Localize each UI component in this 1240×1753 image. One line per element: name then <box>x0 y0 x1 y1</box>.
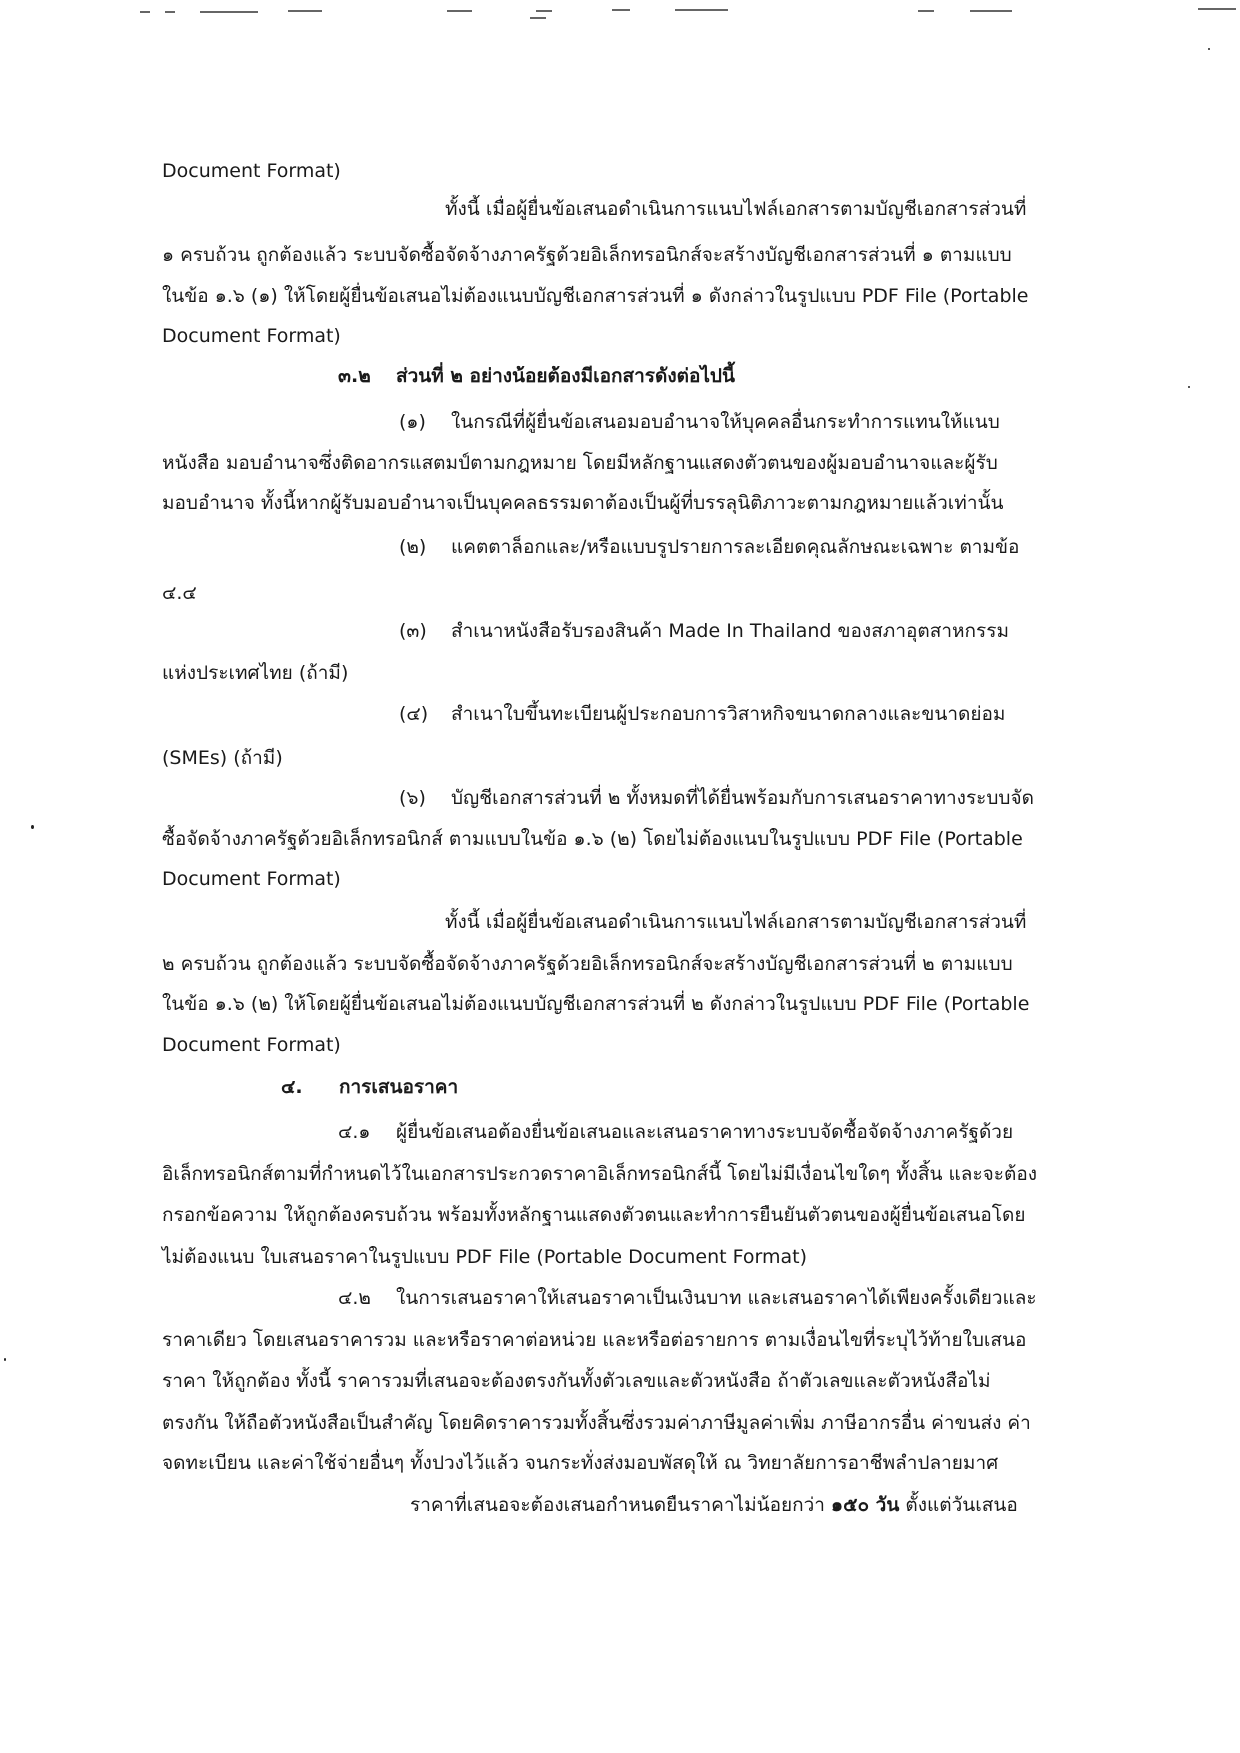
section-heading <box>281 1074 458 1100</box>
text-line: Document Format) <box>162 868 341 890</box>
subsection-number: ๔.๒ <box>338 1287 371 1309</box>
scan-speck <box>4 1358 6 1361</box>
list-item <box>399 701 1005 727</box>
paragraph-first-line: ทั้งนี้ เมื่อผู้ยื่นข้อเสนอดำเนินการแนบไฟล์เอกสารตามบัญชีเอกสารส่วนที่ <box>445 911 1027 933</box>
list-item <box>399 409 1000 435</box>
list-number: (๑) <box>399 411 426 433</box>
list-item <box>399 618 1009 644</box>
scan-speck <box>1188 386 1190 388</box>
section-number: ๓.๒ <box>338 365 371 387</box>
text-line: ในข้อ ๑.๖ (๑) ให้โดยผู้ยื่นข้อเสนอไม่ต้องแนบบัญชีเอกสารส่วนที่ ๑ ดังกล่าวในรูปแบบ PDF File (Portable <box>162 285 1029 307</box>
section-number: ๔. <box>281 1076 303 1098</box>
scan-speck <box>1208 48 1210 50</box>
list-item-text: แคตตาล็อกและ/หรือแบบรูปรายการละเอียดคุณลักษณะเฉพาะ ตามข้อ <box>451 536 1020 558</box>
list-number: (๒) <box>399 536 427 558</box>
list-item-text: ในกรณีที่ผู้ยื่นข้อเสนอมอบอำนาจให้บุคคลอื่นกระทำการแทนให้แนบ <box>451 411 1000 433</box>
list-item-text: สำเนาหนังสือรับรองสินค้า Made In Thailand ของสภาอุตสาหกรรม <box>451 620 1009 642</box>
text-line: แห่งประเทศไทย (ถ้ามี) <box>162 662 349 684</box>
text-line: Document Format) <box>162 1034 341 1056</box>
subsection-item <box>338 1285 1037 1311</box>
text-line: ๑ ครบถ้วน ถูกต้องแล้ว ระบบจัดซื้อจัดจ้างภาครัฐด้วยอิเล็กทรอนิกส์จะสร้างบัญชีเอกสารส่วนที่ ๑ ตามแบบ <box>162 244 1012 266</box>
list-item-text: บัญชีเอกสารส่วนที่ ๒ ทั้งหมดที่ได้ยื่นพร้อมกับการเสนอราคาทางระบบจัด <box>451 787 1034 809</box>
text-line: ราคา ให้ถูกต้อง ทั้งนี้ ราคารวมที่เสนอจะต้องตรงกันทั้งตัวเลขและตัวหนังสือ ถ้าตัวเลขและตัวหนังสือไม่ <box>162 1370 991 1392</box>
section-title: การเสนอราคา <box>339 1076 459 1098</box>
text-line: ไม่ต้องแนบ ใบเสนอราคาในรูปแบบ PDF File (Portable Document Format) <box>162 1246 807 1268</box>
list-item <box>399 785 1034 811</box>
subsection-text: ในการเสนอราคาให้เสนอราคาเป็นเงินบาท และเสนอราคาได้เพียงครั้งเดียวและ <box>396 1287 1037 1309</box>
text-line: ๔.๔ <box>162 582 197 604</box>
text-line: จดทะเบียน และค่าใช้จ่ายอื่นๆ ทั้งปวงไว้แล้ว จนกระทั่งส่งมอบพัสดุให้ ณ วิทยาลัยการอาชีพลำปลายมาศ <box>162 1452 999 1474</box>
subsection-item <box>338 1119 1013 1145</box>
subsection-number: ๔.๑ <box>338 1121 371 1143</box>
text-line: ราคาเดียว โดยเสนอราคารวม และหรือราคาต่อหน่วย และหรือต่อรายการ ตามเงื่อนไขที่ระบุไว้ท้ายใบเสนอ <box>162 1329 1027 1351</box>
subsection-text: ผู้ยื่นข้อเสนอต้องยื่นข้อเสนอและเสนอราคาทางระบบจัดซื้อจัดจ้างภาครัฐด้วย <box>396 1121 1014 1143</box>
text-segment: ราคาที่เสนอจะต้องเสนอกำหนดยืนราคาไม่น้อยกว่า <box>410 1494 825 1516</box>
section-title: ส่วนที่ ๒ อย่างน้อยต้องมีเอกสารดังต่อไปนี้ <box>396 365 735 387</box>
text-line: อิเล็กทรอนิกส์ตามที่กำหนดไว้ในเอกสารประกวดราคาอิเล็กทรอนิกส์นี้ โดยไม่มีเงื่อนไขใดๆ ทั้งสิ้น และจะต้อง <box>162 1163 1038 1185</box>
scan-artifact-marks <box>0 0 1240 60</box>
text-line: ในข้อ ๑.๖ (๒) ให้โดยผู้ยื่นข้อเสนอไม่ต้องแนบบัญชีเอกสารส่วนที่ ๒ ดังกล่าวในรูปแบบ PDF File (Portable <box>162 993 1030 1015</box>
text-line: หนังสือ มอบอำนาจซึ่งติดอากรแสตมป์ตามกฎหมาย โดยมีหลักฐานแสดงตัวตนของผู้มอบอำนาจและผู้รับ <box>162 452 998 474</box>
text-line: Document Format) <box>162 325 341 347</box>
list-number: (๓) <box>399 620 427 642</box>
text-line: (SMEs) (ถ้ามี) <box>162 747 283 769</box>
text-line: มอบอำนาจ ทั้งนี้หากผู้รับมอบอำนาจเป็นบุคคลธรรมดาต้องเป็นผู้ที่บรรลุนิติภาวะตามกฎหมายแล้วเท่านั้น <box>162 492 1004 514</box>
text-line: กรอกข้อความ ให้ถูกต้องครบถ้วน พร้อมทั้งหลักฐานแสดงตัวตนและทำการยืนยันตัวตนของผู้ยื่นข้อเสนอโดย <box>162 1204 1026 1226</box>
text-line: ซื้อจัดจ้างภาครัฐด้วยอิเล็กทรอนิกส์ ตามแบบในข้อ ๑.๖ (๒) โดยไม่ต้องแนบในรูปแบบ PDF File (Portable <box>162 828 1023 850</box>
list-number: (๖) <box>399 787 426 809</box>
paragraph-first-line: ทั้งนี้ เมื่อผู้ยื่นข้อเสนอดำเนินการแนบไฟล์เอกสารตามบัญชีเอกสารส่วนที่ <box>445 198 1027 220</box>
list-number: (๔) <box>399 703 429 725</box>
section-heading <box>338 363 735 389</box>
list-item-text: สำเนาใบขึ้นทะเบียนผู้ประกอบการวิสาหกิจขนาดกลางและขนาดย่อม <box>451 703 1006 725</box>
validity-period: ๑๕๐ วัน <box>831 1494 900 1516</box>
text-line: Document Format) <box>162 160 341 182</box>
list-item <box>399 534 1019 560</box>
scan-speck <box>31 825 34 829</box>
text-segment: ตั้งแต่วันเสนอ <box>905 1494 1018 1516</box>
paragraph-first-line <box>410 1492 1018 1518</box>
text-line: ตรงกัน ให้ถือตัวหนังสือเป็นสำคัญ โดยคิดราคารวมทั้งสิ้นซึ่งรวมค่าภาษีมูลค่าเพิ่ม ภาษีอากรอื่น ค่าขนส่ง ค่า <box>162 1412 1031 1434</box>
text-line: ๒ ครบถ้วน ถูกต้องแล้ว ระบบจัดซื้อจัดจ้างภาครัฐด้วยอิเล็กทรอนิกส์จะสร้างบัญชีเอกสารส่วนที่ ๒ ตามแบบ <box>162 953 1013 975</box>
